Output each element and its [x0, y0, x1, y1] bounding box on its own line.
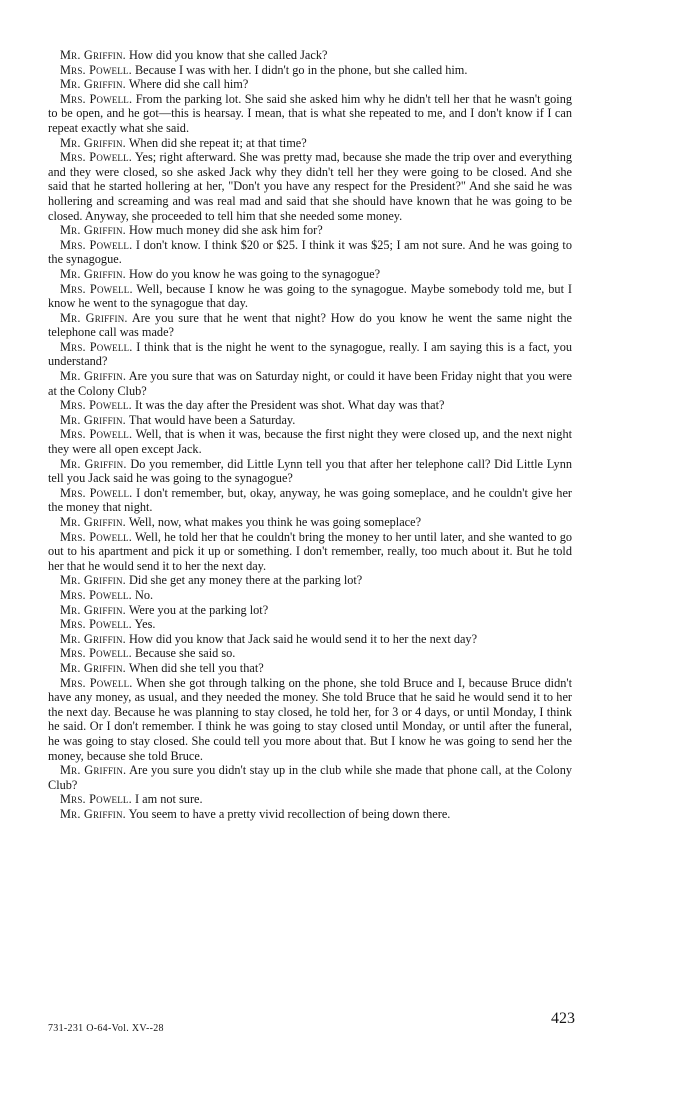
transcript-paragraph — [48, 223, 572, 238]
speaker-name: Mrs. Powell. — [60, 675, 133, 690]
testimony-text: How did you know that she called Jack? — [129, 48, 328, 62]
testimony-text: How did you know that Jack said he would send it to her the next day? — [129, 631, 478, 646]
testimony-text: I am not sure. — [134, 792, 203, 807]
testimony-text: Well, that is when it was, because the first night they were closed up, and the next night they were all open except Jack. — [48, 427, 573, 457]
page-number: 423 — [551, 1010, 575, 1027]
speaker-name: Mr. Griffin. — [60, 515, 126, 529]
testimony-text: Where did she call him? — [128, 77, 249, 92]
speaker-name: Mrs. Powell. — [60, 281, 133, 296]
transcript-paragraph — [48, 792, 572, 807]
transcript-paragraph — [48, 661, 572, 676]
testimony-text: Yes. — [134, 617, 156, 632]
speaker-name: Mrs. Powell. — [60, 485, 133, 500]
testimony-text: I don't remember, but, okay, anyway, he was going someplace, and he couldn't give her the money that night. — [48, 485, 573, 515]
transcript-paragraph — [48, 238, 572, 267]
transcript-paragraph — [48, 573, 572, 588]
testimony-text: That would have been a Saturday. — [128, 412, 296, 427]
speaker-name: Mr. Griffin. — [60, 135, 126, 150]
speaker-name: Mrs. Powell. — [60, 237, 133, 252]
speaker-name: Mrs. Powell. — [60, 150, 133, 165]
transcript-paragraph — [48, 588, 572, 603]
speaker-name: Mr. Griffin. — [60, 77, 126, 92]
transcript-paragraph — [48, 676, 572, 764]
testimony-text: No. — [134, 587, 154, 602]
speaker-name: Mrs. Powell. — [60, 587, 132, 602]
speaker-name: Mrs. Powell. — [60, 529, 132, 544]
transcript-paragraph — [48, 63, 572, 78]
testimony-text: Are you sure you didn't stay up in the club while she made that phone call, at the Colony Club? — [48, 763, 572, 792]
speaker-name: Mr. Griffin. — [60, 631, 126, 646]
speaker-name: Mr. Griffin. — [60, 223, 126, 238]
testimony-text: Well, now, what makes you think he was going someplace? — [128, 515, 422, 529]
testimony-text: It was the day after the President was shot. What day was that? — [134, 398, 445, 413]
speaker-name: Mr. Griffin. — [60, 660, 126, 675]
transcript-paragraph — [48, 48, 572, 63]
transcript-paragraph — [48, 136, 572, 151]
speaker-name: Mr. Griffin. — [60, 266, 126, 281]
transcript-paragraph — [48, 150, 572, 223]
speaker-name: Mrs. Powell. — [60, 427, 133, 442]
transcript-paragraph — [48, 267, 572, 282]
testimony-text: Yes; right afterward. She was pretty mad, because she made the trip over and everything and they were closed, so she asked Jack why they didn't tell her they were going to be closed. And she said that he started hollering at her, "Don't you have any respect for the President?" And she said he was hollering and screaming and was real mad and said that she should have known that he was going to be closed. Anyway, she proceeded to tell him that she needed some money. — [48, 150, 572, 223]
speaker-name: Mr. Griffin. — [60, 573, 126, 588]
speaker-name: Mrs. Powell. — [60, 62, 132, 77]
testimony-text: Well, because I know he was going to the synagogue. Maybe somebody told me, but I know he went to the synagogue that day. — [48, 281, 572, 311]
transcript-paragraph — [48, 92, 572, 136]
transcript-body — [48, 48, 572, 821]
transcript-paragraph — [48, 515, 572, 530]
speaker-name: Mr. Griffin. — [60, 412, 126, 427]
testimony-text: When did she repeat it; at that time? — [128, 135, 307, 150]
testimony-text: Did she get any money there at the parking lot? — [129, 573, 363, 588]
speaker-name: Mr. Griffin. — [60, 310, 128, 325]
speaker-name: Mrs. Powell. — [60, 617, 132, 632]
transcript-paragraph — [48, 427, 572, 456]
transcript-paragraph — [48, 398, 572, 413]
testimony-text: How much money did she ask him for? — [129, 223, 323, 238]
speaker-name: Mr. Griffin. — [60, 806, 126, 821]
speaker-name: Mr. Griffin. — [60, 602, 126, 617]
testimony-text: I think that is the night he went to the synagogue, really. I am saying this is a fact, you understand? — [48, 339, 573, 369]
speaker-name: Mrs. Powell. — [60, 792, 132, 807]
speaker-name: Mr. Griffin. — [60, 763, 127, 778]
transcript-paragraph — [48, 807, 572, 822]
transcript-paragraph — [48, 763, 572, 792]
transcript-paragraph — [48, 340, 572, 369]
speaker-name: Mrs. Powell. — [60, 646, 132, 661]
testimony-text: Well, he told her that he couldn't bring the money to her until later, and she wanted to go out to his apartment and pick it up or something. I don't remember, really, too much about it. But he told her that he would send it to her the next day. — [48, 529, 572, 573]
transcript-paragraph — [48, 646, 572, 661]
speaker-name: Mr. Griffin. — [60, 456, 127, 471]
transcript-paragraph — [48, 413, 572, 428]
testimony-text: Are you sure that he went that night? How do you know he went the same night the telephone call was made? — [48, 310, 572, 340]
testimony-text: From the parking lot. She said she asked him why he didn't tell her that he wasn't going to be open, and he got—this is hearsay. I mean, that is what she repeated to me, and I don't know if I can repeat exactly what she said. — [48, 91, 572, 135]
speaker-name: Mrs. Powell. — [60, 398, 132, 413]
transcript-paragraph — [48, 617, 572, 632]
testimony-text: Do you remember, did Little Lynn tell you that after her telephone call? Did Little Lynn tell you Jack said he was going to the synagogue? — [48, 456, 572, 486]
testimony-text: Were you at the parking lot? — [128, 602, 269, 617]
testimony-text: Because I was with her. I didn't go in the phone, but she called him. — [134, 62, 468, 77]
testimony-text: How do you know he was going to the synagogue? — [129, 266, 381, 281]
transcript-paragraph — [48, 603, 572, 618]
testimony-text: You seem to have a pretty vivid recollection of being down there. — [128, 806, 451, 821]
transcript-paragraph — [48, 77, 572, 92]
testimony-text: Are you sure that was on Saturday night, or could it have been Friday night that you were at the Colony Club? — [48, 369, 572, 398]
testimony-text: Because she said so. — [134, 646, 236, 661]
transcript-paragraph — [48, 457, 572, 486]
speaker-name: Mr. Griffin. — [60, 48, 126, 62]
testimony-text: When she got through talking on the phone, she told Bruce and I, because Bruce didn't have any money, as usual, and they needed the money. She told Bruce that he said he would send it to her the next day. Because he was planning to stay closed, he told her, for 3 or 4 days, or until Monday, I think he said. Or I don't remember. I think he was going to stay closed until Monday, or until after the funeral, he was going to stay closed. She could tell you more about that. But I know he was going to send her the money, because she told Bruce. — [48, 675, 572, 763]
transcript-paragraph — [48, 282, 572, 311]
transcript-paragraph — [48, 486, 572, 515]
transcript-paragraph — [48, 369, 572, 398]
transcript-paragraph — [48, 632, 572, 647]
speaker-name: Mrs. Powell. — [60, 91, 133, 106]
transcript-paragraph — [48, 530, 572, 574]
footer-code: 731-231 O-64-Vol. XV--28 — [48, 1023, 164, 1034]
speaker-name: Mrs. Powell. — [60, 339, 133, 354]
testimony-text: When did she tell you that? — [128, 660, 264, 675]
transcript-paragraph — [48, 311, 572, 340]
testimony-text: I don't know. I think $20 or $25. I think it was $25; I am not sure. And he was going to the synagogue. — [48, 237, 572, 267]
speaker-name: Mr. Griffin. — [60, 369, 127, 384]
